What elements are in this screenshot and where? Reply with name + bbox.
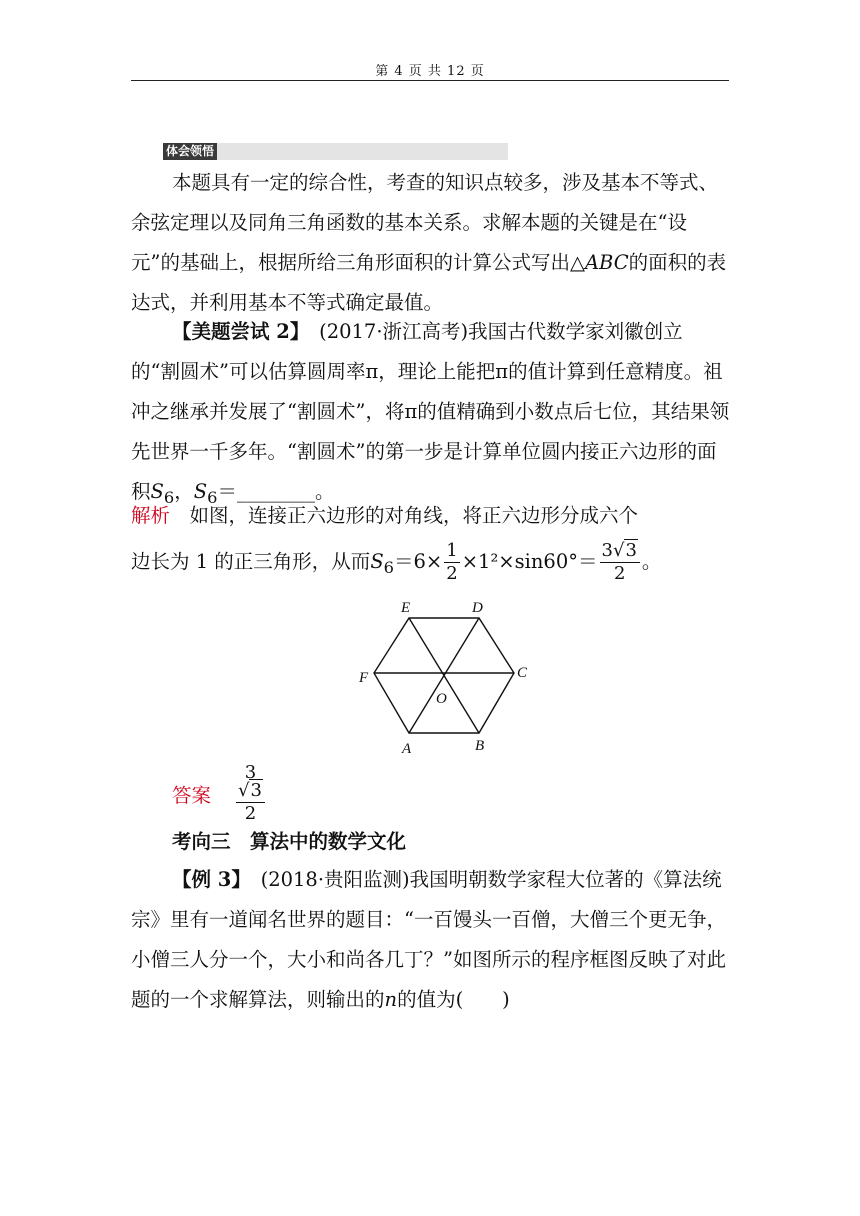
vertex-c-label: C — [517, 665, 528, 681]
solution-text-2: 边长为 1 的正三角形，从而 — [131, 550, 371, 573]
s6-subscript-2: 6 — [207, 487, 218, 507]
vertex-b-label: B — [475, 738, 485, 754]
answer-value — [236, 764, 265, 823]
solution-line-2 — [131, 537, 731, 593]
s6-subscript: 6 — [163, 487, 175, 507]
s6-subscript-3: 6 — [383, 557, 395, 577]
fraction-numerator: 1 — [446, 540, 458, 561]
solution-text-1: 如图，连接正六边形的对角线，将正六边形分成六个 — [170, 504, 639, 527]
result-coefficient: 3 — [601, 540, 613, 561]
problem-label: 【美题尝试 2】 — [172, 320, 300, 343]
example-text: 我国明朝数学家程大位著的《算法统宗》里有一道闻名世界的题目：“一百馒头一百僧，大僧三个更无争，小僧三人分一个，大小和尚各几丁？”如图所示的程序框图反映了对此题的一个求解算法，则输出的 — [131, 868, 726, 1011]
fraction-half — [444, 542, 459, 583]
fraction-result — [600, 542, 640, 583]
result-numerator — [600, 542, 640, 563]
problem-paragraph — [131, 312, 731, 518]
problem-source: (2017·浙江高考) — [299, 320, 469, 343]
example-label: 【例 3】 — [172, 868, 242, 891]
hexagon-diagram — [354, 593, 544, 761]
page-header: 第 4 页 共 12 页 — [375, 64, 485, 79]
center-o-label: O — [436, 691, 447, 707]
radicand: 3 — [625, 540, 637, 561]
solution-label: 解析 — [131, 504, 171, 527]
formula-tail: ×1²×sin60°＝ — [461, 550, 598, 573]
variable-n: n — [384, 988, 398, 1011]
example-tail: 的值为( ) — [397, 988, 510, 1011]
problem-text: 我国古代数学家刘徽创立的“割圆术”可以估算圆周率π，理论上能把π的值计算到任意精度。祖冲之继承并发展了“割圆术”，将π的值精确到小数点后七位，其结果领先世界一千多年。“割圆术”的第一步是计算单位圆内接正六边形的面积 — [131, 320, 730, 503]
comma: ， — [174, 480, 194, 503]
solution-end: 。 — [641, 550, 662, 573]
solution-line-1 — [131, 496, 731, 536]
example-paragraph — [131, 860, 731, 1020]
answer-radicand: 3 — [250, 780, 262, 801]
formula-mid: ＝6× — [394, 550, 443, 573]
vertex-a-label: A — [402, 741, 412, 757]
result-denominator: 2 — [613, 563, 626, 584]
s6-symbol-3: S — [370, 550, 384, 573]
insight-tag: 体会领悟 — [163, 143, 217, 160]
vertex-e-label: E — [401, 600, 411, 616]
s6-symbol-2: S — [193, 480, 208, 503]
hexagon-figure — [354, 593, 544, 761]
answer-blank: ＝________。 — [217, 480, 335, 503]
answer-label: 答案 — [172, 784, 212, 807]
answer-sqrt: √3 — [238, 780, 262, 801]
s6-symbol: S — [150, 480, 164, 503]
answer-denominator: 2 — [244, 803, 257, 824]
triangle-name: ABC — [584, 251, 629, 274]
vertex-d-label: D — [472, 600, 483, 616]
fraction-denominator: 2 — [446, 563, 458, 584]
example-source: (2018·贵阳监测) — [241, 868, 410, 891]
header-rule — [131, 80, 729, 81]
vertex-f-label: F — [359, 670, 369, 686]
insight-text: 本题具有一定的综合性，考查的知识点较多，涉及基本不等式、余弦定理以及同角三角函数的基本关系。求解本题的关键是在“设元”的基础上，根据所给三角形面积的计算公式写出△ — [131, 171, 719, 274]
answer-numerator — [236, 764, 265, 803]
section-heading: 考向三 算法中的数学文化 — [172, 830, 407, 853]
answer-coefficient: 3 — [244, 762, 257, 783]
insight-text-tail: 的面积的表达式，并利用基本不等式确定最值。 — [131, 251, 727, 314]
insight-paragraph — [131, 163, 731, 323]
sqrt-sign: √3 — [612, 540, 637, 561]
